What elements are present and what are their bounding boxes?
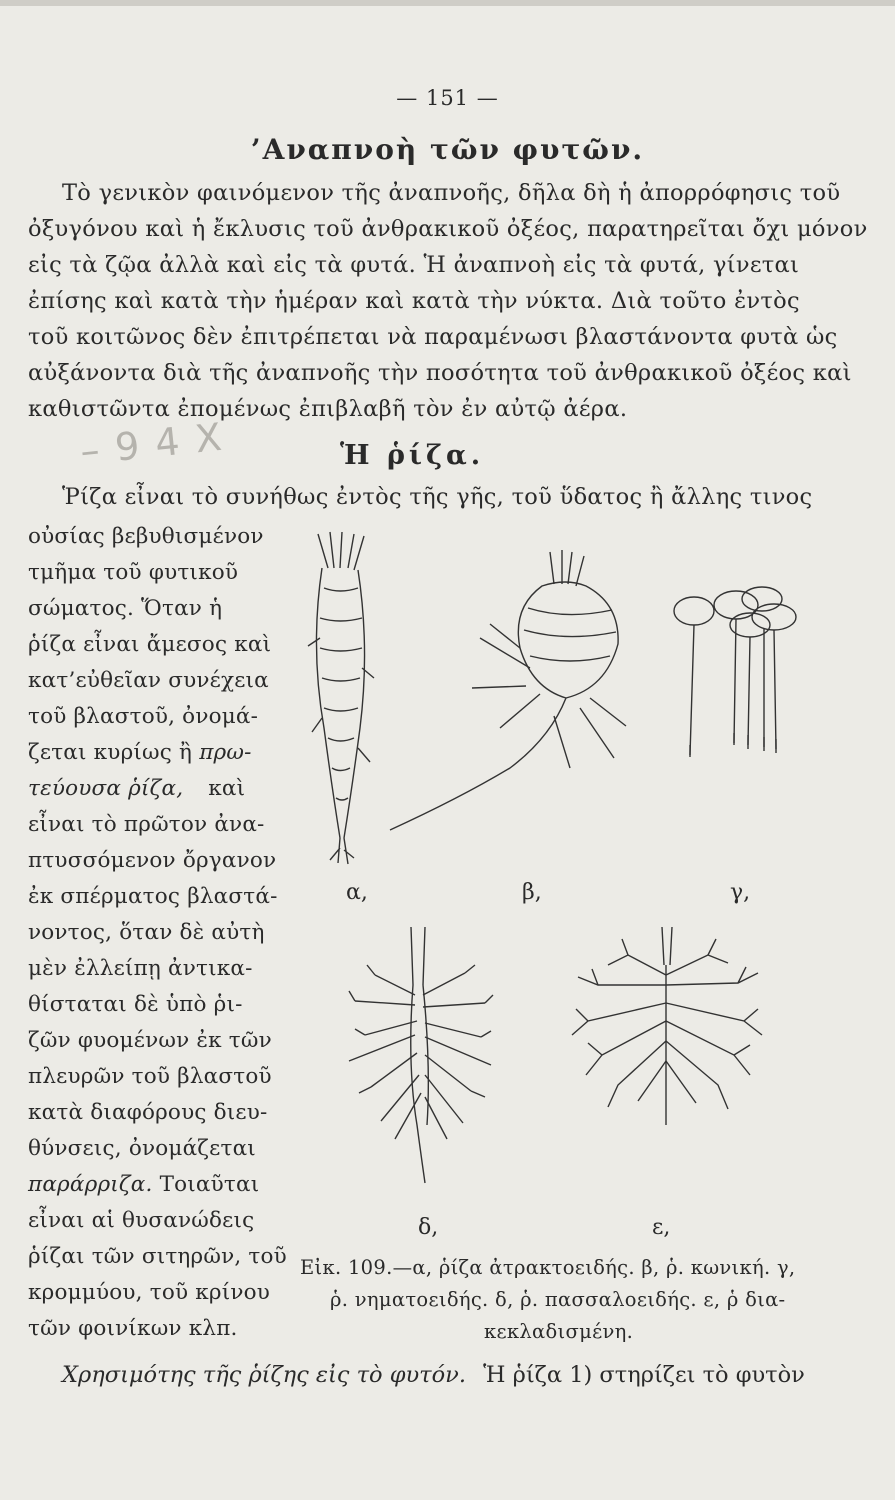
intro-line: καθιστῶντα ἐπομένως ἐπιβλαβῆ τὸν ἐν αὐτῷ ἀέρα. <box>28 396 628 422</box>
column-line <box>28 1172 259 1197</box>
italic-term: πρω- <box>199 740 252 765</box>
subsection-title: Ἡ ῥίζα. <box>340 440 485 471</box>
column-line: ἐκ σπέρματος βλαστά- <box>28 884 278 909</box>
column-line: εἶναι αἱ θυσανώδεις <box>28 1208 255 1233</box>
column-line: κατὰ διαφόρους διευ- <box>28 1100 268 1125</box>
column-line: πλευρῶν τοῦ βλαστοῦ <box>28 1064 272 1089</box>
figure-caption-line: Εἰκ. 109.—α, ῥίζα ἀτρακτοειδής. β, ῥ. κωνική. γ, <box>300 1256 796 1279</box>
column-line: τμῆμα τοῦ φυτικοῦ <box>28 560 239 585</box>
page-top-edge <box>0 0 895 6</box>
section-title: ’Αναπνοὴ τῶν φυτῶν. <box>250 133 645 166</box>
column-line: ῥίζα εἶναι ἄμεσος καὶ <box>28 632 272 657</box>
usefulness-text: Ἡ ῥίζα 1) στηρίζει τὸ φυτὸν <box>483 1362 805 1388</box>
figure-caption-line: ῥ. νηματοειδής. δ, ῥ. πασσαλοειδής. ε, ῥ δια- <box>330 1288 786 1311</box>
italic-term: παράρριζα. <box>28 1172 153 1197</box>
column-line: πτυσσόμενον ὄργανον <box>28 848 277 873</box>
filiform-root-illustration <box>670 585 810 765</box>
italic-term: ῥίζα, <box>128 776 184 801</box>
column-line-text: καὶ <box>208 776 246 801</box>
column-line <box>28 740 252 765</box>
page-number: — 151 — <box>396 86 499 110</box>
figure-caption-line: κεκλαδισμένη. <box>484 1320 634 1343</box>
column-line-text: ζεται κυρίως ἢ <box>28 740 193 765</box>
column-line: κατ’εὐθεῖαν συνέχεια <box>28 668 269 693</box>
column-line: νοντος, ὅταν δὲ αὐτὴ <box>28 920 265 945</box>
conical-root-illustration <box>380 548 640 838</box>
figure-label-b: β, <box>522 880 542 905</box>
intro-line: τοῦ κοιτῶνος δὲν ἐπιτρέπεται νὰ παραμένωσι βλαστάνοντα φυτὰ ὡς <box>28 324 838 350</box>
column-line: κρομμύου, τοῦ κρίνου <box>28 1280 271 1305</box>
tap-root-illustration <box>345 925 495 1185</box>
figure-label-g: γ, <box>730 880 751 905</box>
column-line: τῶν φοινίκων κλπ. <box>28 1316 238 1341</box>
column-line: θίσταται δὲ ὑπὸ ῥι- <box>28 992 243 1017</box>
figure-label-e: ε, <box>652 1215 671 1240</box>
column-line: μὲν ἐλλείπῃ ἀντικα- <box>28 956 253 981</box>
italic-heading: Χρησιμότης τῆς ῥίζης εἰς τὸ φυτόν. <box>62 1362 466 1388</box>
column-line: τοῦ βλαστοῦ, ὀνομά- <box>28 704 259 729</box>
column-line: θύνσεις, ὀνομάζεται <box>28 1136 256 1161</box>
intro-line: εἰς τὰ ζῷα ἀλλὰ καὶ εἰς τὰ φυτά. Ἡ ἀναπνοὴ εἰς τὰ φυτά, γίνεται <box>28 252 800 278</box>
intro-line: ὀξυγόνου καὶ ἡ ἔκλυσις τοῦ ἀνθρακικοῦ ὀξέος, παρατηρεῖται ὄχι μόνον <box>28 216 868 242</box>
column-line: σώματος. Ὅταν ἡ <box>28 596 223 621</box>
usefulness-heading-line <box>62 1362 805 1388</box>
figure-label-a: α, <box>346 880 368 905</box>
italic-term: τεύουσα <box>28 776 122 801</box>
intro-line: ἐπίσης καὶ κατὰ τὴν ἡμέραν καὶ κατὰ τὴν νύκτα. Διὰ τοῦτο ἐντὸς <box>28 288 800 314</box>
column-line: ῥίζαι τῶν σιτηρῶν, τοῦ <box>28 1244 287 1269</box>
pencil-margin-note: – 9 4 X <box>78 414 226 474</box>
branched-root-illustration <box>568 925 768 1135</box>
spindle-root-illustration <box>300 528 385 868</box>
intro-line: αὐξάνοντα διὰ τῆς ἀναπνοῆς τὴν ποσότητα τοῦ ἀνθρακικοῦ ὀξέος καὶ <box>28 360 852 386</box>
intro-line: Τὸ γενικὸν φαινόμενον τῆς ἀναπνοῆς, δῆλα δὴ ἡ ἀπορρόφησις τοῦ <box>62 180 841 206</box>
column-line: ζῶν φυομένων ἐκ τῶν <box>28 1028 272 1053</box>
column-line: οὐσίας βεβυθισμένον <box>28 524 264 549</box>
root-definition-line: Ῥίζα εἶναι τὸ συνήθως ἐντὸς τῆς γῆς, τοῦ ὕδατος ἢ ἄλλης τινος <box>62 484 813 510</box>
column-line <box>28 776 245 801</box>
figure-label-d: δ, <box>418 1215 439 1240</box>
column-line-text: Τοιαῦται <box>159 1172 260 1197</box>
column-line: εἶναι τὸ πρῶτον ἀνα- <box>28 812 265 837</box>
